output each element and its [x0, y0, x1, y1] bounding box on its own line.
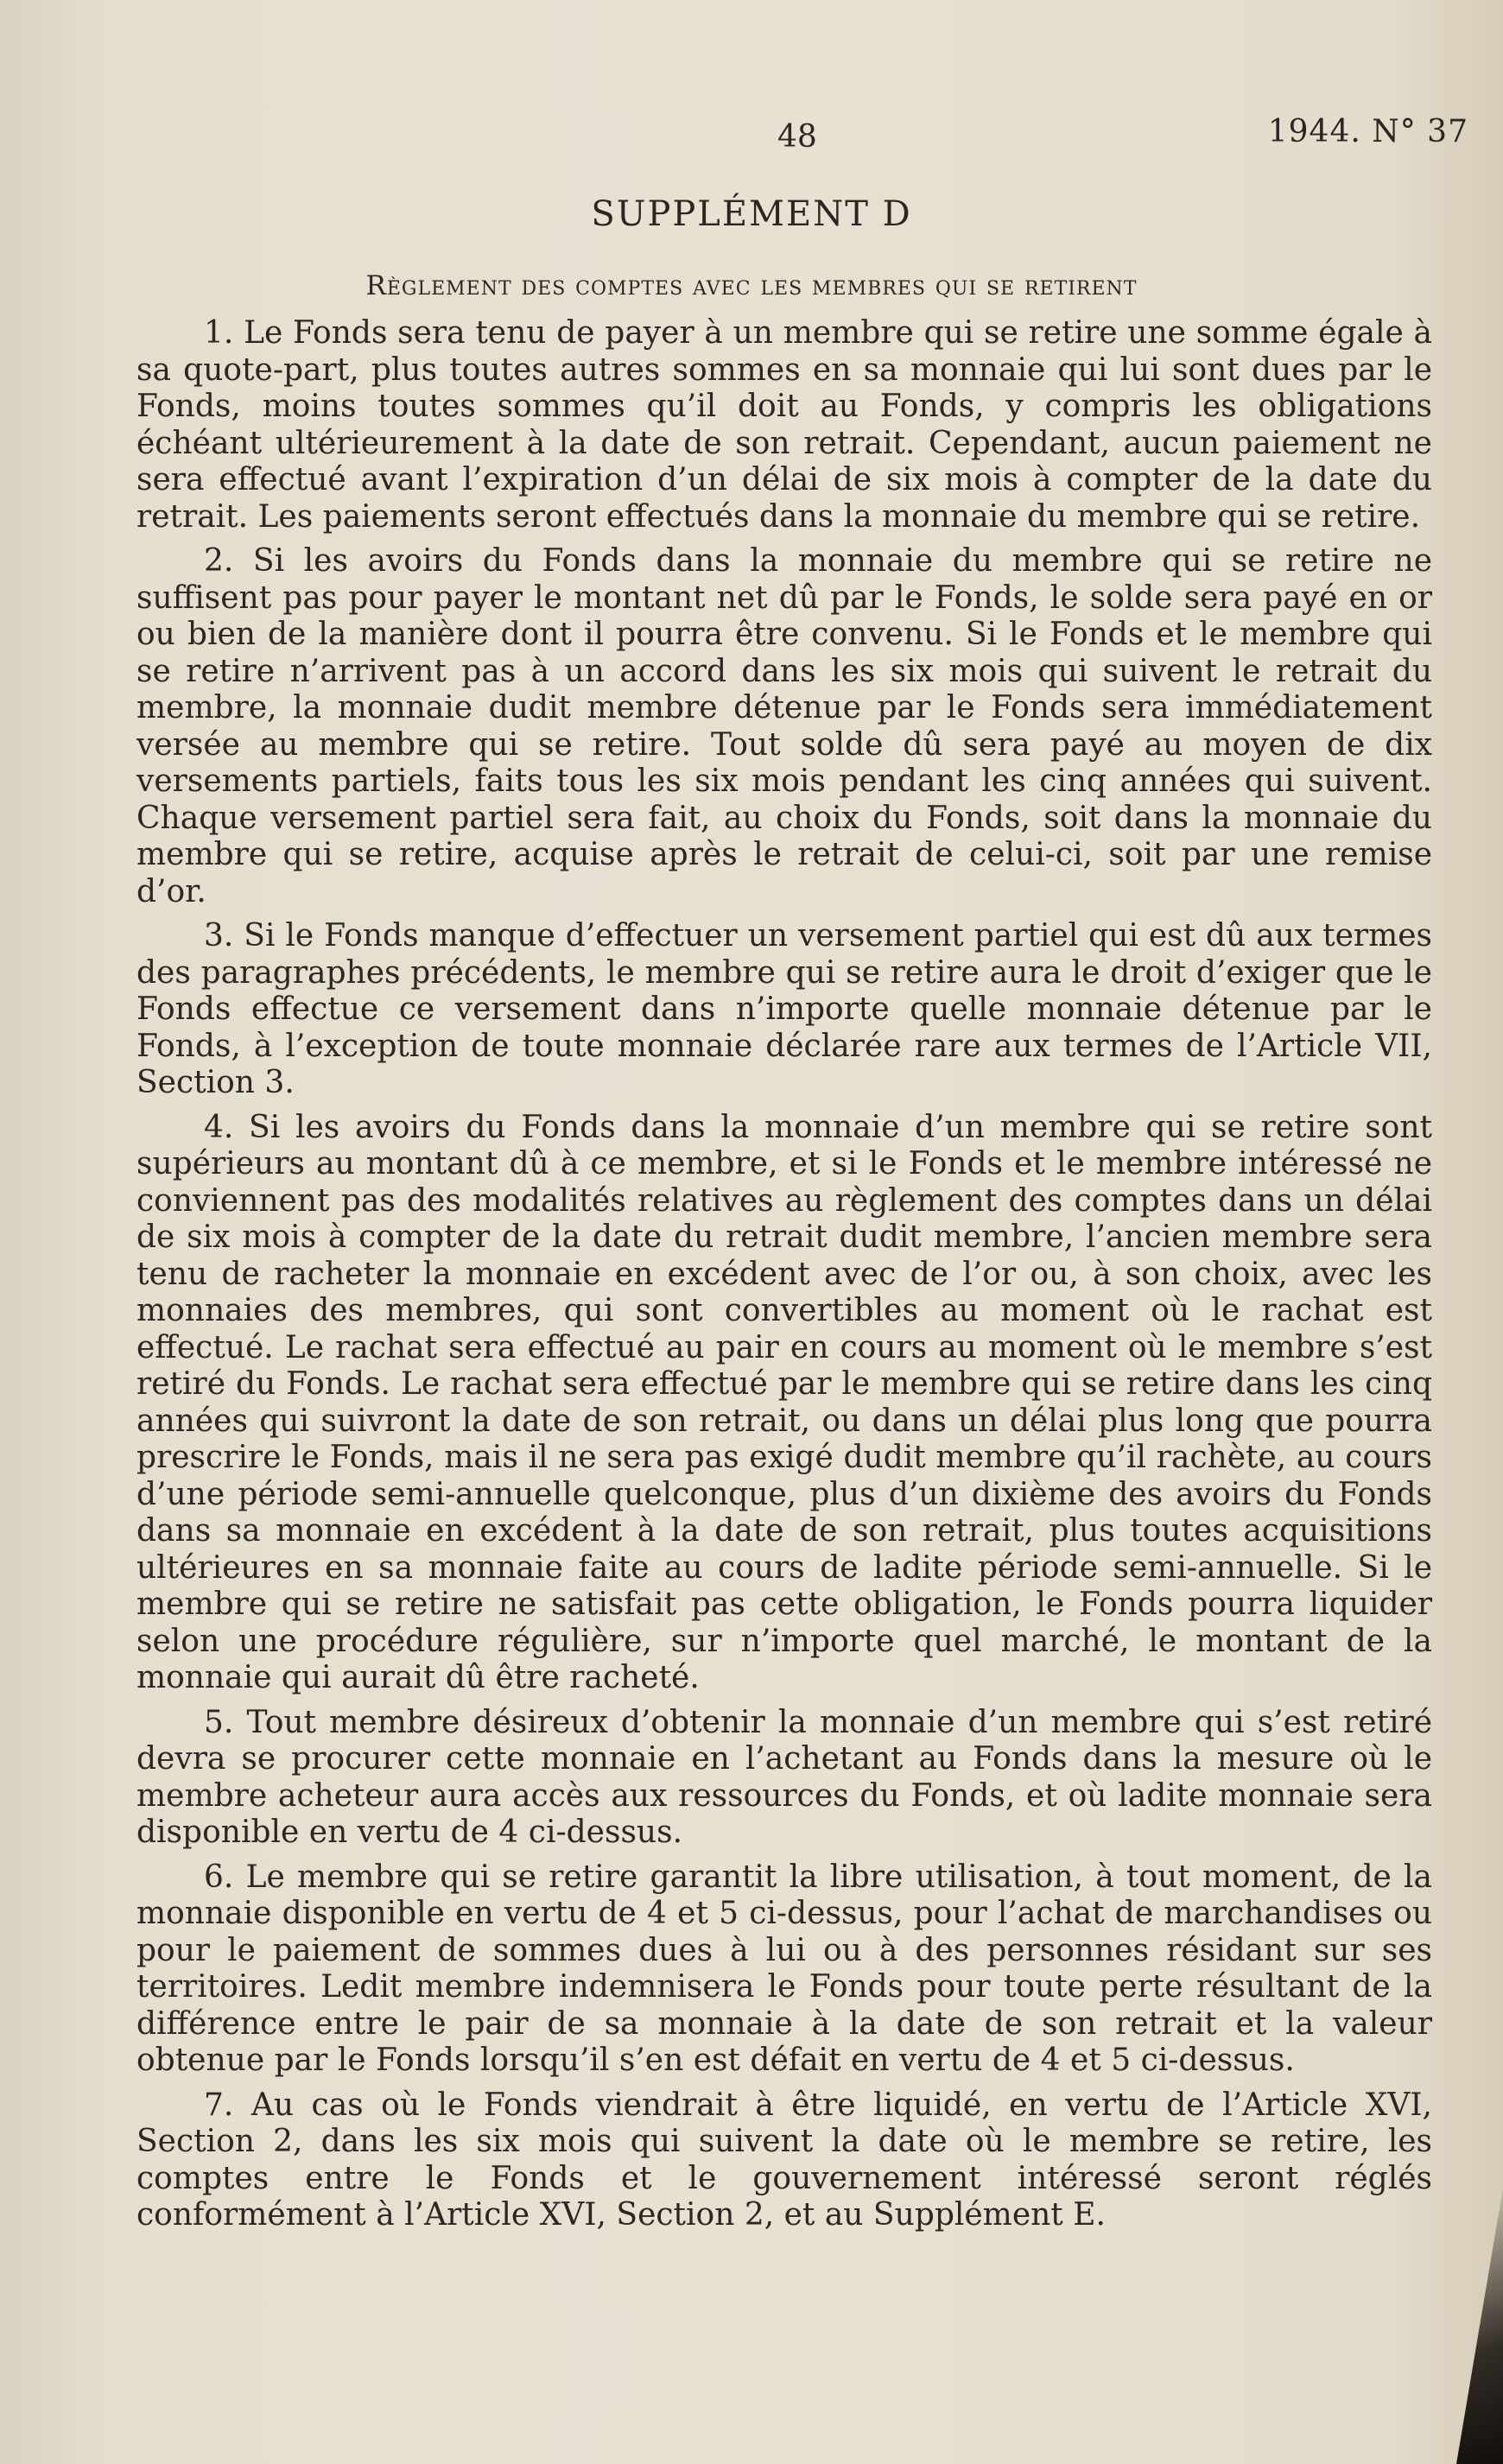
paragraph-6: 6. Le membre qui se retire garantit la libre utilisation, à tout moment, de la monnaie disponible en vertu de 4 et 5 ci-dessus, pour l’achat de marchandises ou pour le paiement de sommes dues à lui ou à des personnes résidant sur ses territoires. Ledit membre indemnisera le Fonds pour toute perte résultant de la différence entre le pair de sa monnaie à la date de son retrait et la valeur obtenue par le Fonds lorsqu’il s’en est défait en vertu de 4 et 5 ci-dessus. — [136, 1859, 1432, 2078]
supplement-title: SUPPLÉMENT D — [591, 194, 912, 234]
page-header — [138, 114, 1468, 171]
paragraph-2: 2. Si les avoirs du Fonds dans la monnaie du membre qui se retire ne suffisent pas pour payer le montant net dû par le Fonds, le solde sera payé en or ou bien de la manière dont il pourra être convenu. Si le Fonds et le membre qui se retire n’arrivent pas à un accord dans les six mois qui suivent le retrait du membre, la monnaie dudit membre détenue par le Fonds sera immédiatement versée au membre qui se retire. Tout solde dû sera payé au moyen de dix versements partiels, faits tous les six mois pendant les cinq années qui suivent. Chaque versement partiel sera fait, au choix du Fonds, soit dans la monnaie du membre qui se retire, acquise après le retrait de celui-ci, soit par une remise d’or. — [136, 543, 1432, 909]
page-number: 48 — [777, 119, 817, 155]
section-heading: Règlement des comptes avec les membres qui se retirent — [365, 270, 1138, 301]
paragraph-4: 4. Si les avoirs du Fonds dans la monnaie d’un membre qui se retire sont supérieurs au montant dû à ce membre, et si le Fonds et le membre intéressé ne conviennent pas des modalités relatives au règlement des comptes dans un délai de six mois à compter de la date du retrait dudit membre, l’ancien membre sera tenu de racheter la monnaie en excédent avec de l’or ou, à son choix, avec les monnaies des membres, qui sont convertibles au moment où le rachat est effectué. Le rachat sera effectué au pair en cours au moment où le membre s’est retiré du Fonds. Le rachat sera effectué par le membre qui se retire dans les cinq années qui suivront la date de son retrait, ou dans un délai plus long que pourra prescrire le Fonds, mais il ne sera pas exigé dudit membre qu’il rachète, au cours d’une période semi-annuelle quelconque, plus d’un dixième des avoirs du Fonds dans sa monnaie en excédent à la date de son retrait, plus toutes acquisitions ultérieures en sa monnaie faite au cours de ladite période semi-annuelle. Si le membre qui se retire ne satisfait pas cette obligation, le Fonds pourra liquider selon une procédure régulière, sur n’importe quel marché, le montant de la monnaie qui aurait dû être racheté. — [136, 1109, 1432, 1695]
paragraph-5: 5. Tout membre désireux d’obtenir la monnaie d’un membre qui s’est retiré devra se procurer cette monnaie en l’achetant au Fonds dans la mesure où le membre acheteur aura accès aux ressources du Fonds, et où ladite monnaie sera disponible en vertu de 4 ci-dessus. — [136, 1704, 1432, 1850]
page-edge-shadow — [1451, 2188, 1503, 2464]
body-text — [136, 315, 1432, 2234]
paragraph-3: 3. Si le Fonds manque d’effectuer un versement partiel qui est dû aux termes des paragraphes précédents, le membre qui se retire aura le droit d’exiger que le Fonds effectue ce versement dans n’importe quelle monnaie détenue par le Fonds, à l’exception de toute monnaie déclarée rare aux termes de l’Article VII, Section 3. — [136, 918, 1432, 1100]
paragraph-7: 7. Au cas où le Fonds viendrait à être liquidé, en vertu de l’Article XVI, Section 2, dans les six mois qui suivent la date où le membre se retire, les comptes entre le Fonds et le gouvernement intéressé seront réglés conformément à l’Article XVI, Section 2, et au Supplément E. — [136, 2087, 1432, 2233]
paragraph-1: 1. Le Fonds sera tenu de payer à un membre qui se retire une somme égale à sa quote-part, plus toutes autres sommes en sa monnaie qui lui sont dues par le Fonds, moins toutes sommes qu’il doit au Fonds, y compris les obligations échéant ultérieurement à la date de son retrait. Cependant, aucun paiement ne sera effectué avant l’expiration d’un délai de six mois à compter de la date du retrait. Les paiements seront effectués dans la monnaie du membre qui se retire. — [136, 315, 1432, 535]
issue-number: 1944. N° 37 — [1267, 114, 1468, 149]
